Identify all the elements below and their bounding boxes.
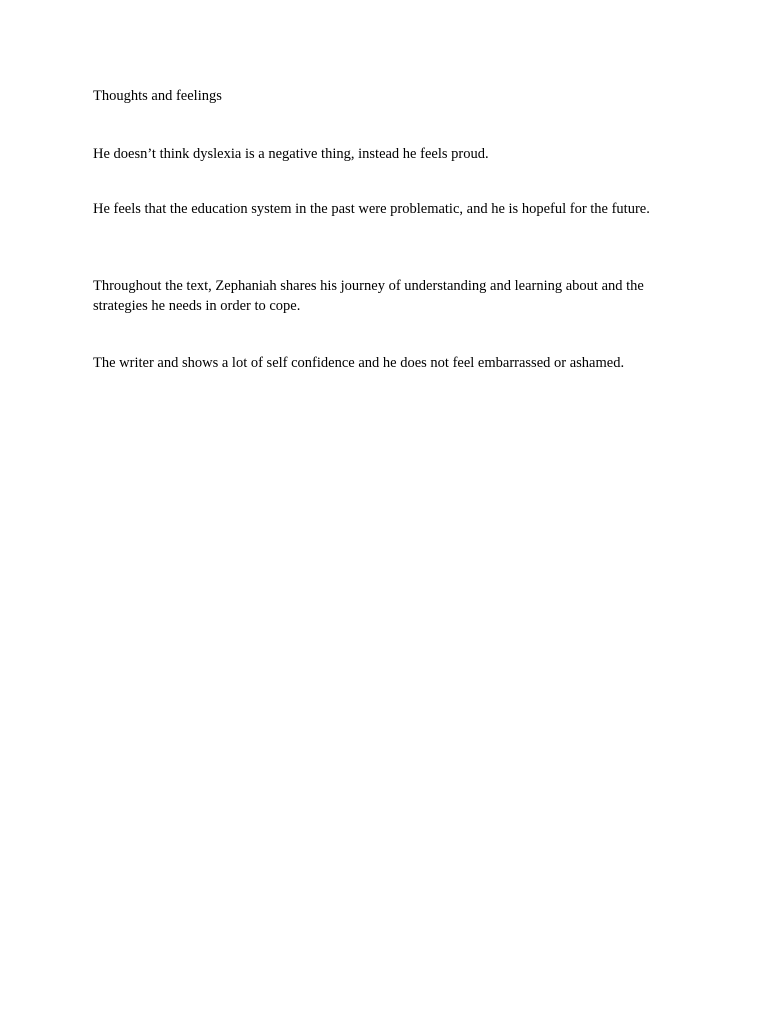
paragraph-education-system: He feels that the education system in the past were problematic, and he is hopeful for the future. [93, 201, 650, 217]
document-heading: Thoughts and feelings [93, 88, 222, 104]
paragraph-dyslexia-pride: He doesn’t think dyslexia is a negative thing, instead he feels proud. [93, 146, 489, 162]
paragraph-journey: Throughout the text, Zephaniah shares his journey of understanding and learning about and the strategies he needs in order to cope. [93, 278, 644, 314]
paragraph-self-confidence: The writer and shows a lot of self confidence and he does not feel embarrassed or ashamed. [93, 355, 625, 371]
